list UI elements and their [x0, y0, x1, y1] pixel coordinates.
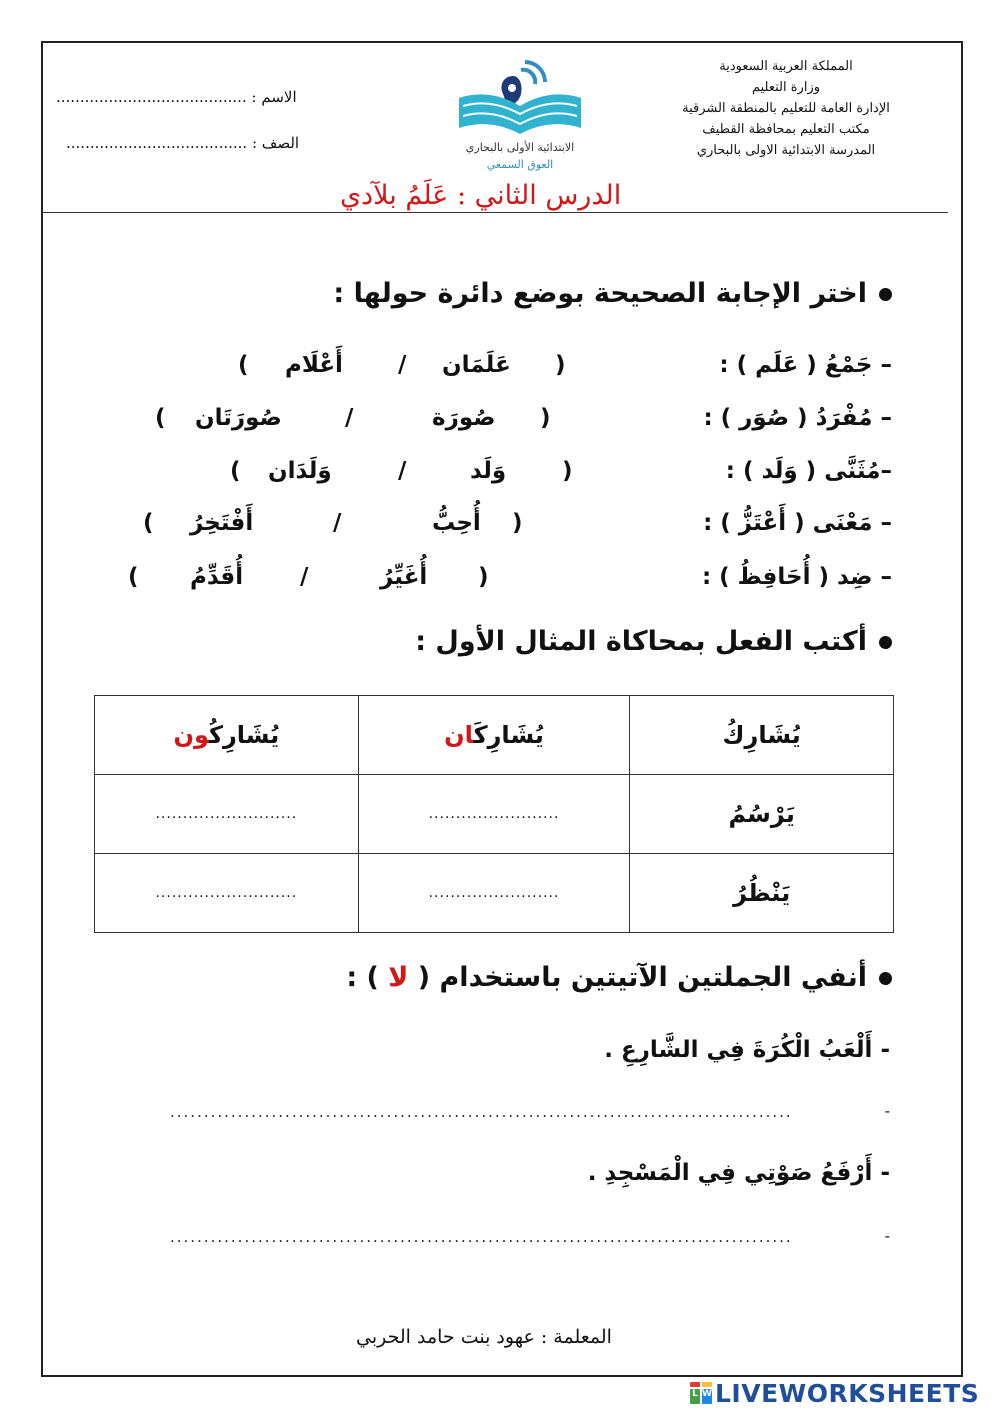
- name-dots: ........................................: [56, 88, 247, 106]
- class-dots: ......................................: [66, 134, 248, 152]
- country-line: المملكة العربية السعودية: [719, 59, 853, 74]
- name-field[interactable]: [56, 88, 297, 106]
- option-a[interactable]: أُحِبُّ: [432, 510, 481, 536]
- dual-answer-blank[interactable]: ........................: [358, 775, 630, 854]
- bullet-icon: [879, 972, 892, 985]
- section3-title: أنفي الجملتين الآتيتين باستخدام ( لا ) :: [346, 962, 892, 993]
- answer-line-1[interactable]: ............................................................................................: [170, 1103, 793, 1121]
- header-divider: [43, 212, 948, 213]
- option-separator: /: [398, 458, 407, 484]
- option-a[interactable]: أُغَيِّرُ: [380, 564, 428, 590]
- close-paren: ): [128, 564, 139, 590]
- verb-cell: يَنْظُرُ: [630, 854, 894, 933]
- table-header-row: [95, 696, 894, 775]
- option-b[interactable]: صُورَتَان: [195, 405, 282, 431]
- question-prompt: – ضِد ( أُحَافِظُ ) :: [701, 564, 892, 590]
- dual-answer-blank[interactable]: ........................: [358, 854, 630, 933]
- answer-line-2[interactable]: ............................................................................................: [170, 1228, 793, 1246]
- verb-base-cell: يُشَارِكُ: [630, 696, 894, 775]
- answer-dash-2: -: [884, 1227, 890, 1245]
- open-paren: (: [512, 510, 523, 536]
- open-paren: (: [562, 458, 573, 484]
- teacher-name: المعلمة : عهود بنت حامد الحربي: [356, 1326, 612, 1348]
- plural-answer-blank[interactable]: ..........................: [95, 854, 359, 933]
- option-a[interactable]: صُورَة: [432, 405, 496, 431]
- directorate-line: الإدارة العامة للتعليم بالمنطقة الشرقية: [682, 101, 890, 116]
- open-paren: (: [478, 564, 489, 590]
- option-b[interactable]: أُقَدِّمُ: [190, 564, 244, 590]
- ministry-line: وزارة التعليم: [751, 80, 821, 95]
- verb-cell: يَرْسُمُ: [630, 775, 894, 854]
- name-label: الاسم :: [251, 88, 297, 106]
- close-paren: ): [238, 352, 249, 378]
- negation-word: لا: [388, 962, 409, 993]
- class-field[interactable]: [66, 134, 299, 152]
- option-a[interactable]: وَلَد: [470, 458, 507, 484]
- close-paren: ): [230, 458, 241, 484]
- question-prompt: – مَعْنَى ( أَعْتَزُّ ) :: [703, 510, 892, 536]
- liveworksheets-brand[interactable]: [690, 1376, 979, 1410]
- table-row: [95, 854, 894, 933]
- brand-text: LIVEWORKSHEETS: [715, 1378, 980, 1408]
- question-prompt: – جَمْعُ ( عَلَم ) :: [719, 352, 892, 378]
- school-info: [656, 56, 916, 161]
- bullet-icon: [879, 288, 892, 301]
- lesson-title: الدرس الثاني : عَلَمُ بلآدي: [340, 180, 622, 211]
- option-a[interactable]: عَلَمَان: [442, 352, 511, 378]
- option-b[interactable]: أَفْتَخِرُ: [190, 510, 254, 536]
- close-paren: ): [155, 405, 166, 431]
- sentence-1: - أَلْعَبُ الْكُرَةَ فِي الشَّارِعِ .: [604, 1037, 890, 1063]
- option-b[interactable]: أَعْلَام: [285, 352, 343, 378]
- section2-title: أكتب الفعل بمحاكاة المثال الأول :: [415, 626, 892, 657]
- option-separator: /: [398, 352, 407, 378]
- table-row: [95, 775, 894, 854]
- answer-dash-1: -: [884, 1102, 890, 1120]
- option-b[interactable]: وَلَدَان: [268, 458, 332, 484]
- option-separator: /: [345, 405, 354, 431]
- question-prompt: –مُثَنَّى ( وَلَد ) :: [725, 458, 892, 484]
- sentence-2: - أَرْفَعُ صَوْتِي فِي الْمَسْجِدِ .: [587, 1160, 890, 1186]
- open-paren: (: [555, 352, 566, 378]
- close-paren: ): [143, 510, 154, 536]
- option-separator: /: [300, 564, 309, 590]
- verb-dual-cell: يُشَارِكَان: [358, 696, 630, 775]
- logo-caption-main: الابتدائية الأولى بالبحاري: [465, 141, 575, 154]
- question-prompt: – مُفْرَدُ ( صُوَر ) :: [703, 405, 892, 431]
- option-separator: /: [333, 510, 342, 536]
- verb-plural-cell: يُشَارِكُون: [95, 696, 359, 775]
- logo-caption-sub: العوق السمعي: [486, 158, 554, 171]
- bullet-icon: [879, 636, 892, 649]
- plural-answer-blank[interactable]: ..........................: [95, 775, 359, 854]
- section1-title: اختر الإجابة الصحيحة بوضع دائرة حولها :: [333, 278, 892, 309]
- class-label: الصف :: [251, 134, 300, 152]
- liveworksheets-logo-icon: L W: [690, 1382, 712, 1404]
- school-line: المدرسة الابتدائية الاولى بالبحاري: [696, 143, 876, 158]
- open-paren: (: [540, 405, 551, 431]
- office-line: مكتب التعليم بمحافظة القطيف: [702, 122, 870, 137]
- verb-table: [94, 695, 894, 933]
